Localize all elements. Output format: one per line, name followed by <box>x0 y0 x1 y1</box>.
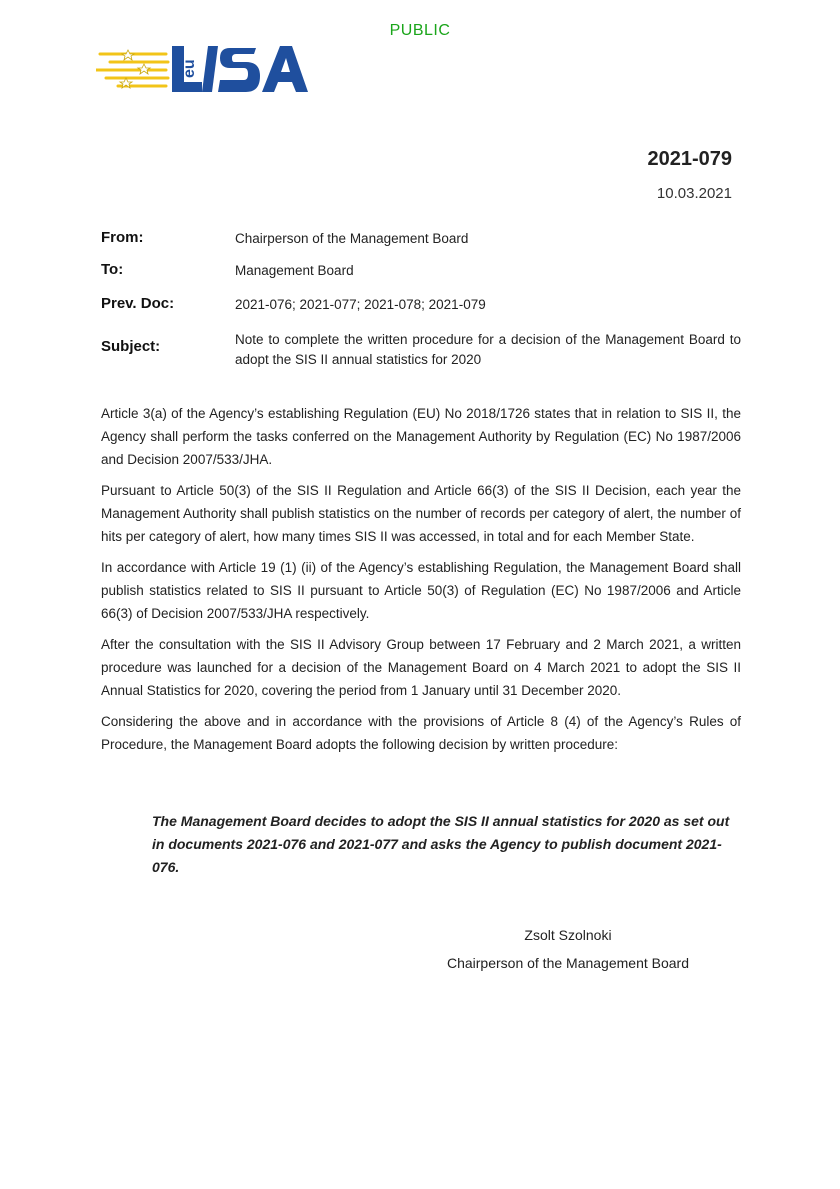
signatory-role: Chairperson of the Management Board <box>446 955 690 971</box>
document-number: 2021-079 <box>647 148 732 170</box>
meta-prev-doc-row <box>101 295 741 317</box>
to-value: Management Board <box>235 263 354 278</box>
decision-statement: The Management Board decides to adopt the SIS II annual statistics for 2020 as set out in documents 2021-076 and 2021-077 and asks the Agency to publish document 2021-076. <box>152 813 730 875</box>
eu-lisa-logo <box>96 42 311 98</box>
paragraph-considering: Considering the above and in accordance with the provisions of Article 8 (4) of the Agency’s Rules of Procedure, the Management Board adopts the following decision by written procedure: <box>101 714 741 752</box>
subject-value: Note to complete the written procedure for a decision of the Management Board to adopt the SIS II annual statistics for 2020 <box>235 332 741 367</box>
svg-text:eu: eu <box>181 59 198 78</box>
from-value: Chairperson of the Management Board <box>235 231 469 246</box>
signatory-name: Zsolt Szolnoki <box>524 927 612 943</box>
paragraph-article-50: Pursuant to Article 50(3) of the SIS II Regulation and Article 66(3) of the SIS II Decision, each year the Management Authority shall publish statistics on the number of records per category of alert, the number of hits per category of alert, how many times SIS II was accessed, in total and for each Member State. <box>101 483 741 544</box>
document-date: 10.03.2021 <box>656 185 732 202</box>
prev-doc-label: Prev. Doc: <box>101 295 175 312</box>
subject-label: Subject: <box>101 338 161 355</box>
meta-subject-row <box>101 330 741 374</box>
meta-from-row <box>101 229 741 251</box>
prev-doc-value: 2021-076; 2021-077; 2021-078; 2021-079 <box>235 297 486 312</box>
to-label: To: <box>101 261 124 278</box>
classification-label: PUBLIC <box>389 22 451 39</box>
paragraph-article-3a: Article 3(a) of the Agency’s establishing Regulation (EU) No 2018/1726 states that in relation to SIS II, the Agency shall perform the tasks conferred on the Management Authority by Regulation (EC) No 1987/2006 and Decision 2007/533/JHA. <box>101 406 741 467</box>
body-text <box>101 402 741 764</box>
paragraph-consultation: After the consultation with the SIS II Advisory Group between 17 February and 2 March 2021, a written procedure was launched for a decision of the Management Board on 4 March 2021 to adopt the SIS II Annual Statistics for 2020, covering the period from 1 January until 31 December 2020. <box>101 637 741 698</box>
paragraph-article-19: In accordance with Article 19 (1) (ii) of the Agency’s establishing Regulation, the Management Board shall publish statistics related to SIS II pursuant to Article 50(3) of Regulation (EC) No 1987/2006 and Article 66(3) of Decision 2007/533/JHA respectively. <box>101 560 741 621</box>
from-label: From: <box>101 229 144 246</box>
meta-to-row <box>101 261 741 283</box>
